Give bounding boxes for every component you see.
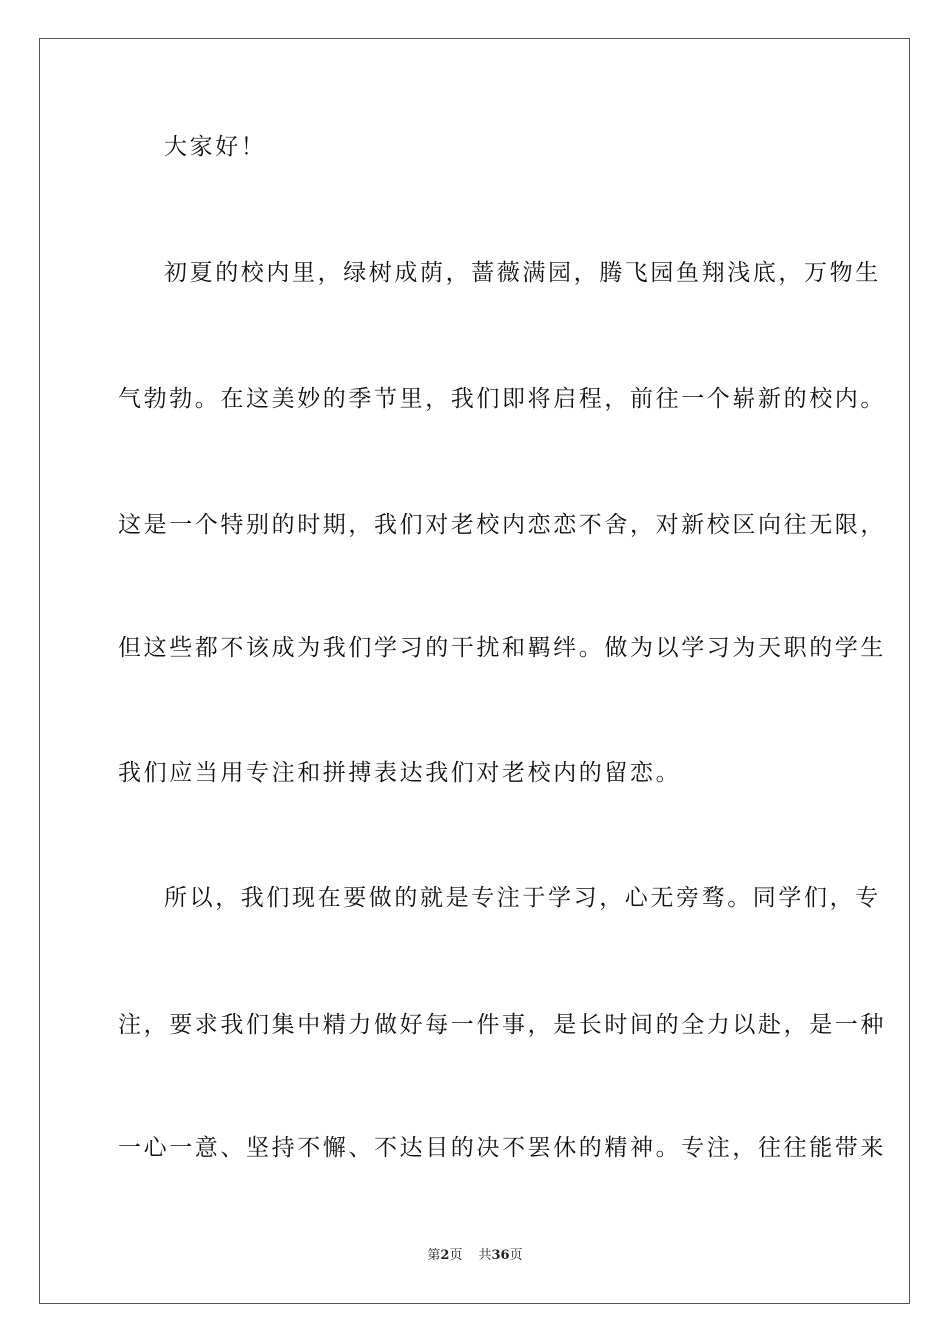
paragraph-1-line-5: 我们应当用专注和拼搏表达我们对老校内的留恋。: [118, 760, 682, 786]
paragraph-2-line-3: 一心一意、坚持不懈、不达目的决不罢休的精神。专注，往往能带来: [118, 1135, 886, 1161]
greeting-line: 大家好！: [164, 134, 267, 160]
current-page-number: 2: [440, 1248, 450, 1263]
total-pages-number: 36: [491, 1248, 510, 1263]
total-pages-prefix: 共: [478, 1248, 492, 1263]
paragraph-1-line-4: 但这些都不该成为我们学习的干扰和羁绊。做为以学习为天职的学生: [118, 635, 886, 661]
paragraph-1-line-3: 这是一个特别的时期，我们对老校内恋恋不舍，对新校区向往无限，: [118, 512, 886, 538]
page-footer: [0, 1247, 950, 1265]
paragraph-2-line-1: 所以，我们现在要做的就是专注于学习，心无旁骛。同学们，专: [164, 885, 881, 911]
paragraph-2-line-2: 注，要求我们集中精力做好每一件事，是长时间的全力以赴，是一种: [118, 1012, 886, 1038]
page-number-prefix: 第: [427, 1248, 441, 1263]
paragraph-1-line-1: 初夏的校内里，绿树成荫，蔷薇满园，腾飞园鱼翔浅底，万物生: [164, 260, 881, 286]
page-number-suffix: 页: [449, 1248, 463, 1263]
page-border: [39, 38, 910, 1304]
total-pages-suffix: 页: [509, 1248, 523, 1263]
paragraph-1-line-2: 气勃勃。在这美妙的季节里，我们即将启程，前往一个崭新的校内。: [118, 386, 886, 412]
